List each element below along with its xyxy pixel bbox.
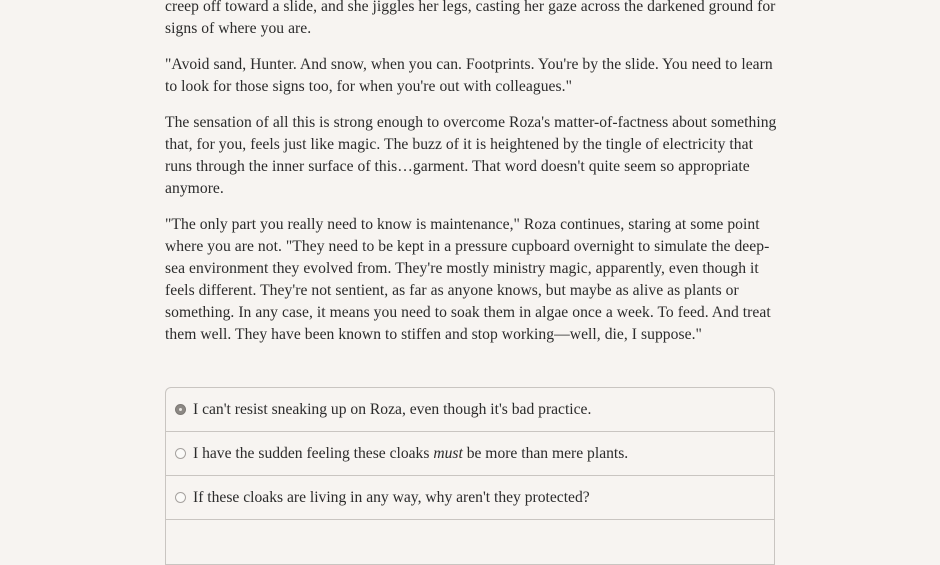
choice-label — [193, 445, 628, 463]
choice-text-part: If these cloaks are living in any way, why aren't they protected? — [193, 488, 590, 506]
radio-icon[interactable] — [175, 448, 186, 459]
story-paragraph: "The only part you really need to know is maintenance," Roza continues, staring at some point where you are not. "They need to be kept in a pressure cupboard overnight to simulate the deep-sea environment they evolved from. They're mostly ministry magic, apparently, even though it feels different. They're not sentient, as far as anyone knows, but maybe as alive as plants or something. In any case, it means you need to soak them in algae once a week. To feed. And treat them well. They have been known to stiffen and stop working—well, die, I suppose." — [165, 216, 771, 343]
story-text — [165, 0, 777, 360]
radio-icon[interactable] — [175, 492, 186, 503]
choice-text-part: be more than mere plants. — [462, 444, 629, 462]
choice-label — [193, 489, 590, 507]
choice-option-3[interactable] — [166, 476, 774, 520]
choice-label — [193, 401, 591, 419]
choice-text-emphasis: must — [433, 444, 463, 462]
choice-text-part: I have the sudden feeling these cloaks — [193, 444, 434, 462]
choice-option-1[interactable] — [166, 388, 774, 432]
choice-option-2[interactable] — [166, 432, 774, 476]
story-paragraph: creep off toward a slide, and she jiggles her legs, casting her gaze across the darkened ground for signs of where you are. — [165, 0, 776, 37]
story-paragraph: "Avoid sand, Hunter. And snow, when you can. Footprints. You're by the slide. You need to learn to look for those signs too, for when you're out with colleagues." — [165, 56, 773, 95]
choice-list — [165, 387, 775, 565]
radio-selected-icon[interactable] — [175, 404, 186, 415]
choice-option-4-partial[interactable] — [166, 520, 774, 565]
choice-text-part: I can't resist sneaking up on Roza, even though it's bad practice. — [193, 400, 592, 418]
story-paragraph: The sensation of all this is strong enough to overcome Roza's matter-of-factness about something that, for you, feels just like magic. The buzz of it is heightened by the tingle of electricity that runs through the inner surface of this…garment. That word doesn't quite seem so appropriate anymore. — [165, 114, 777, 197]
